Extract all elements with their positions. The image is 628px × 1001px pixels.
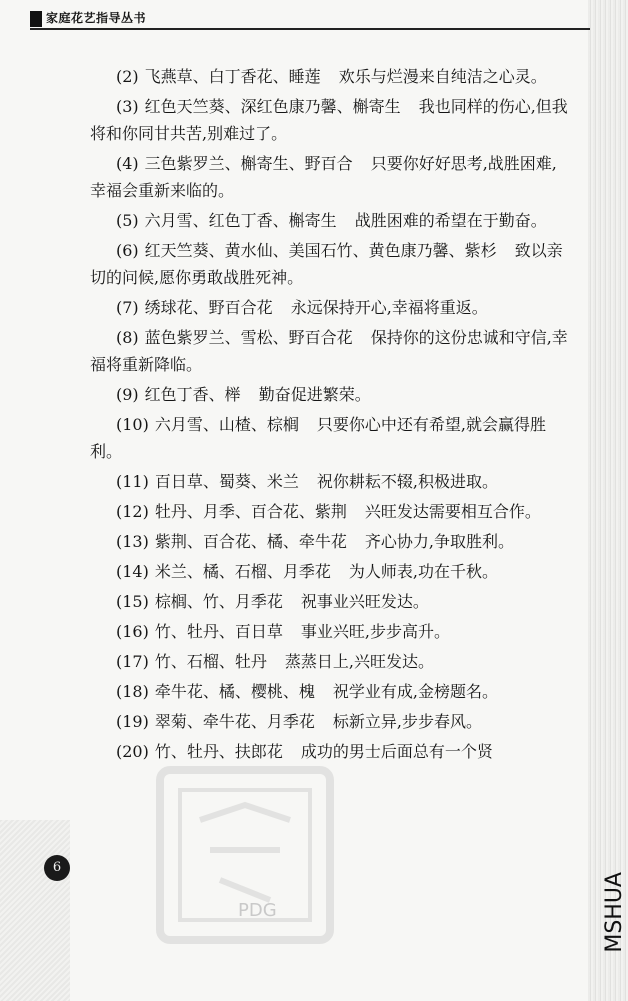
library-seal-watermark-icon	[150, 760, 340, 950]
entry-number: (11)	[116, 472, 149, 491]
entry	[90, 237, 570, 291]
entry-number: (8)	[116, 328, 139, 347]
entry-meaning: 蒸蒸日上,兴旺发达。	[284, 652, 434, 671]
entry-number: (9)	[116, 385, 139, 404]
entry-flowers: 牵牛花、橘、樱桃、槐	[154, 682, 315, 701]
entry-flowers: 红天竺葵、黄水仙、美国石竹、黄色康乃馨、紫杉	[144, 241, 497, 260]
entry-number: (18)	[116, 682, 149, 701]
entry-meaning: 标新立异,步步春风。	[332, 712, 482, 731]
entry-meaning: 我也同样的伤心,但我将和你同甘共苦,别难过了。	[90, 97, 568, 143]
entry	[90, 618, 570, 645]
entry-flowers: 竹、牡丹、百日草	[154, 622, 283, 641]
page-body	[90, 63, 570, 768]
pdg-watermark: PDG	[238, 900, 277, 921]
entry-number: (20)	[116, 742, 149, 761]
entry-meaning: 为人师表,功在千秋。	[348, 562, 498, 581]
entry-flowers: 红色天竺葵、深红色康乃馨、槲寄生	[144, 97, 401, 116]
entry-flowers: 六月雪、红色丁香、槲寄生	[144, 211, 337, 230]
entry-flowers: 蓝色紫罗兰、雪松、野百合花	[144, 328, 353, 347]
entry-meaning: 成功的男士后面总有一个贤	[300, 742, 493, 761]
entry-meaning: 致以亲切的问候,愿你勇敢战胜死神。	[90, 241, 563, 287]
entry-meaning: 战胜困难的希望在于勤奋。	[354, 211, 547, 230]
entry-number: (14)	[116, 562, 149, 581]
entry	[90, 324, 570, 378]
entry	[90, 63, 570, 90]
entry-number: (15)	[116, 592, 149, 611]
entry-number: (4)	[116, 154, 139, 173]
entry-flowers: 红色丁香、榉	[144, 385, 241, 404]
entry-meaning: 永远保持开心,幸福将重返。	[290, 298, 488, 317]
entry-number: (5)	[116, 211, 139, 230]
entry	[90, 708, 570, 735]
entry	[90, 678, 570, 705]
entry-meaning: 兴旺发达需要相互合作。	[364, 502, 541, 521]
entry-flowers: 紫荆、百合花、橘、牵牛花	[154, 532, 347, 551]
entry-number: (16)	[116, 622, 149, 641]
entry	[90, 648, 570, 675]
running-header	[30, 8, 590, 30]
entry-flowers: 飞燕草、白丁香花、睡莲	[144, 67, 321, 86]
entry-meaning: 保持你的这份忠诚和守信,幸福将重新降临。	[90, 328, 568, 374]
side-watermark-text: MSHUA	[602, 872, 627, 953]
entry-flowers: 竹、牡丹、扶郎花	[154, 742, 283, 761]
entry-flowers: 绣球花、野百合花	[144, 298, 273, 317]
entry-number: (17)	[116, 652, 149, 671]
entry-flowers: 竹、石榴、牡丹	[154, 652, 267, 671]
entry-flowers: 棕榈、竹、月季花	[154, 592, 283, 611]
entry	[90, 381, 570, 408]
entry-meaning: 齐心协力,争取胜利。	[364, 532, 514, 551]
entry	[90, 588, 570, 615]
entry	[90, 558, 570, 585]
entry-number: (12)	[116, 502, 149, 521]
entry-meaning: 祝事业兴旺发达。	[300, 592, 429, 611]
entry-flowers: 三色紫罗兰、槲寄生、野百合	[144, 154, 353, 173]
entry-meaning: 祝你耕耘不辍,积极进取。	[316, 472, 498, 491]
entry-meaning: 祝学业有成,金榜题名。	[332, 682, 498, 701]
entry-number: (7)	[116, 298, 139, 317]
header-block-icon	[30, 11, 42, 27]
entry	[90, 411, 570, 465]
entry	[90, 528, 570, 555]
entry-flowers: 米兰、橘、石榴、月季花	[154, 562, 331, 581]
entry-number: (13)	[116, 532, 149, 551]
entry	[90, 294, 570, 321]
scan-corner-noise	[0, 820, 70, 1001]
entry-meaning: 只要你心中还有希望,就会赢得胜利。	[90, 415, 546, 461]
entry-number: (10)	[116, 415, 149, 434]
page-number: 6	[44, 855, 70, 881]
entry	[90, 207, 570, 234]
entry-number: (3)	[116, 97, 139, 116]
entry-meaning: 勤奋促进繁荣。	[258, 385, 371, 404]
entry-flowers: 牡丹、月季、百合花、紫荆	[154, 502, 347, 521]
entry	[90, 498, 570, 525]
entry	[90, 150, 570, 204]
entry-number: (19)	[116, 712, 149, 731]
header-rule	[30, 28, 590, 30]
entry-meaning: 只要你好好思考,战胜困难,幸福会重新来临的。	[90, 154, 557, 200]
entry	[90, 468, 570, 495]
entry-flowers: 百日草、蜀葵、米兰	[154, 472, 299, 491]
entry-number: (2)	[116, 67, 139, 86]
entry-meaning: 事业兴旺,步步高升。	[300, 622, 450, 641]
entry-number: (6)	[116, 241, 139, 260]
entry-flowers: 六月雪、山楂、棕榈	[154, 415, 299, 434]
header-title: 家庭花艺指导丛书	[46, 11, 147, 25]
entry-flowers: 翠菊、牵牛花、月季花	[154, 712, 315, 731]
scan-edge-noise	[588, 0, 628, 1001]
entry	[90, 93, 570, 147]
entry-meaning: 欢乐与烂漫来自纯洁之心灵。	[338, 67, 547, 86]
